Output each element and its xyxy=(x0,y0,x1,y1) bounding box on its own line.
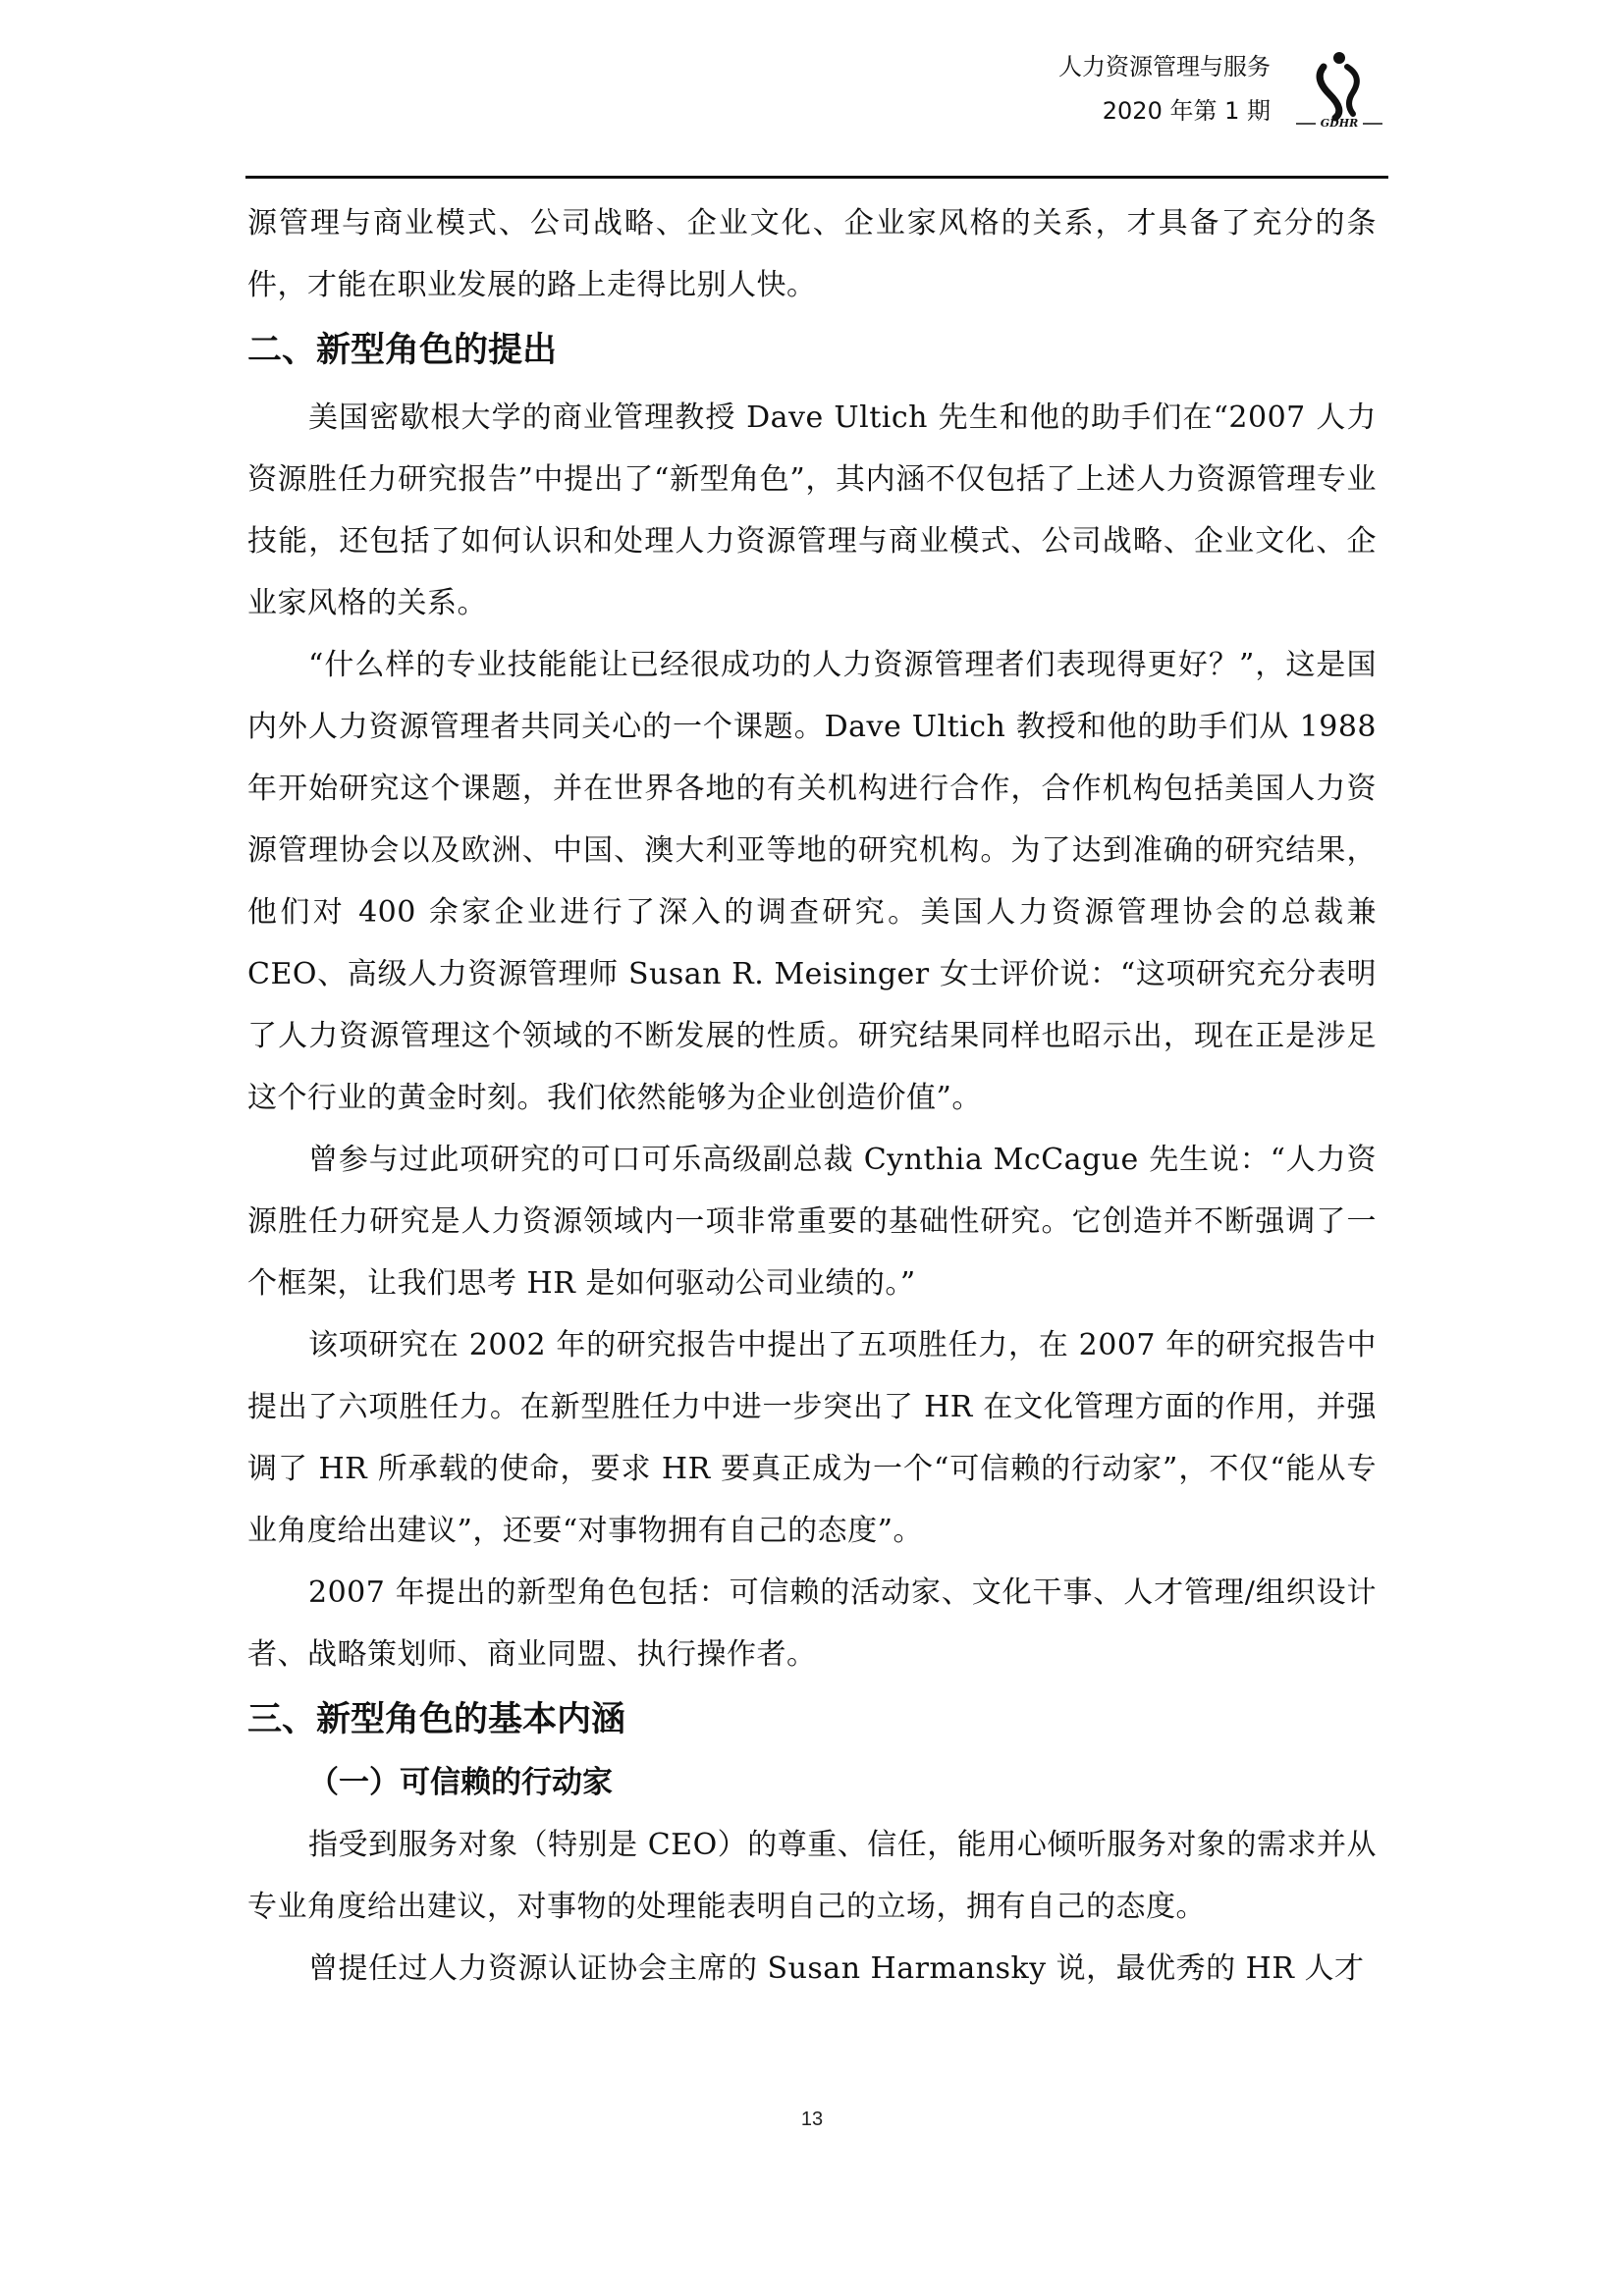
section-heading-3: 三、新型角色的基本内涵 xyxy=(247,1700,626,1739)
paragraph: 该项研究在 2002 年的研究报告中提出了五项胜任力，在 2007 年的研究报告中提出了六项胜任力。在新型胜任力中进一步突出了 HR 在文化管理方面的作用，并强调了 HR 所承载的使命，要求 HR 要真正成为一个“可信赖的行动家”，不仅“能从专业角度给出建议”，还要“对事物拥有自己的态度”。 xyxy=(247,1328,1377,1548)
paragraph: 曾提任过人力资源认证协会主席的 Susan Harmansky 说，最优秀的 HR 人才 xyxy=(308,1951,1365,1986)
article-body xyxy=(247,192,1377,2000)
section-heading-2: 二、新型角色的提出 xyxy=(247,331,558,370)
subsection-heading: （一）可信赖的行动家 xyxy=(308,1765,613,1800)
header-text xyxy=(1058,45,1271,133)
issue-label: 2020 年第 1 期 xyxy=(1102,97,1271,125)
journal-title: 人力资源管理与服务 xyxy=(1058,53,1271,80)
paragraph: 2007 年提出的新型角色包括：可信赖的活动家、文化干事、人才管理/组织设计者、战略策划师、商业同盟、执行操作者。 xyxy=(247,1575,1377,1672)
paragraph: 指受到服务对象（特别是 CEO）的尊重、信任，能用心倾听服务对象的需求并从专业角度给出建议，对事物的处理能表明自己的立场，拥有自己的态度。 xyxy=(247,1828,1377,1924)
svg-text:GDHR: GDHR xyxy=(1320,117,1359,128)
paragraph: “什么样的专业技能能让已经很成功的人力资源管理者们表现得更好？”，这是国内外人力资源管理者共同关心的一个课题。Dave Ultich 教授和他的助手们从 1988 年开始研究这个课题，并在世界各地的有关机构进行合作，合作机构包括美国人力资源管理协会以及欧洲、中国、澳大利亚等地的研究机构。为了达到准确的研究结果，他们对 400 余家企业进行了深入的调查研究。美国人力资源管理协会的总裁兼 CEO、高级人力资源管理师 Susan R. Meisinger 女士评价说：“这项研究充分表明了人力资源管理这个领域的不断发展的性质。研究结果同样也昭示出，现在正是涉足这个行业的黄金时刻。我们依然能够为企业创造价值”。 xyxy=(247,648,1377,1115)
page-header xyxy=(245,43,1388,179)
header-divider xyxy=(245,176,1388,179)
paragraph: 美国密歇根大学的商业管理教授 Dave Ultich 先生和他的助手们在“2007 人力资源胜任力研究报告”中提出了“新型角色”，其内涵不仅包括了上述人力资源管理专业技能，还包括了如何认识和处理人力资源管理与商业模式、公司战略、企业文化、企业家风格的关系。 xyxy=(247,400,1377,620)
paragraph-continuation: 源管理与商业模式、公司战略、企业文化、企业家风格的关系，才具备了充分的条件，才能在职业发展的路上走得比别人快。 xyxy=(247,206,1377,302)
page-number: 13 xyxy=(800,2109,824,2130)
gdhr-logo-icon xyxy=(1290,49,1388,128)
paragraph: 曾参与过此项研究的可口可乐高级副总裁 Cynthia McCague 先生说：“人力资源胜任力研究是人力资源领域内一项非常重要的基础性研究。它创造并不断强调了一个框架，让我们思考 HR 是如何驱动公司业绩的。” xyxy=(247,1143,1377,1301)
